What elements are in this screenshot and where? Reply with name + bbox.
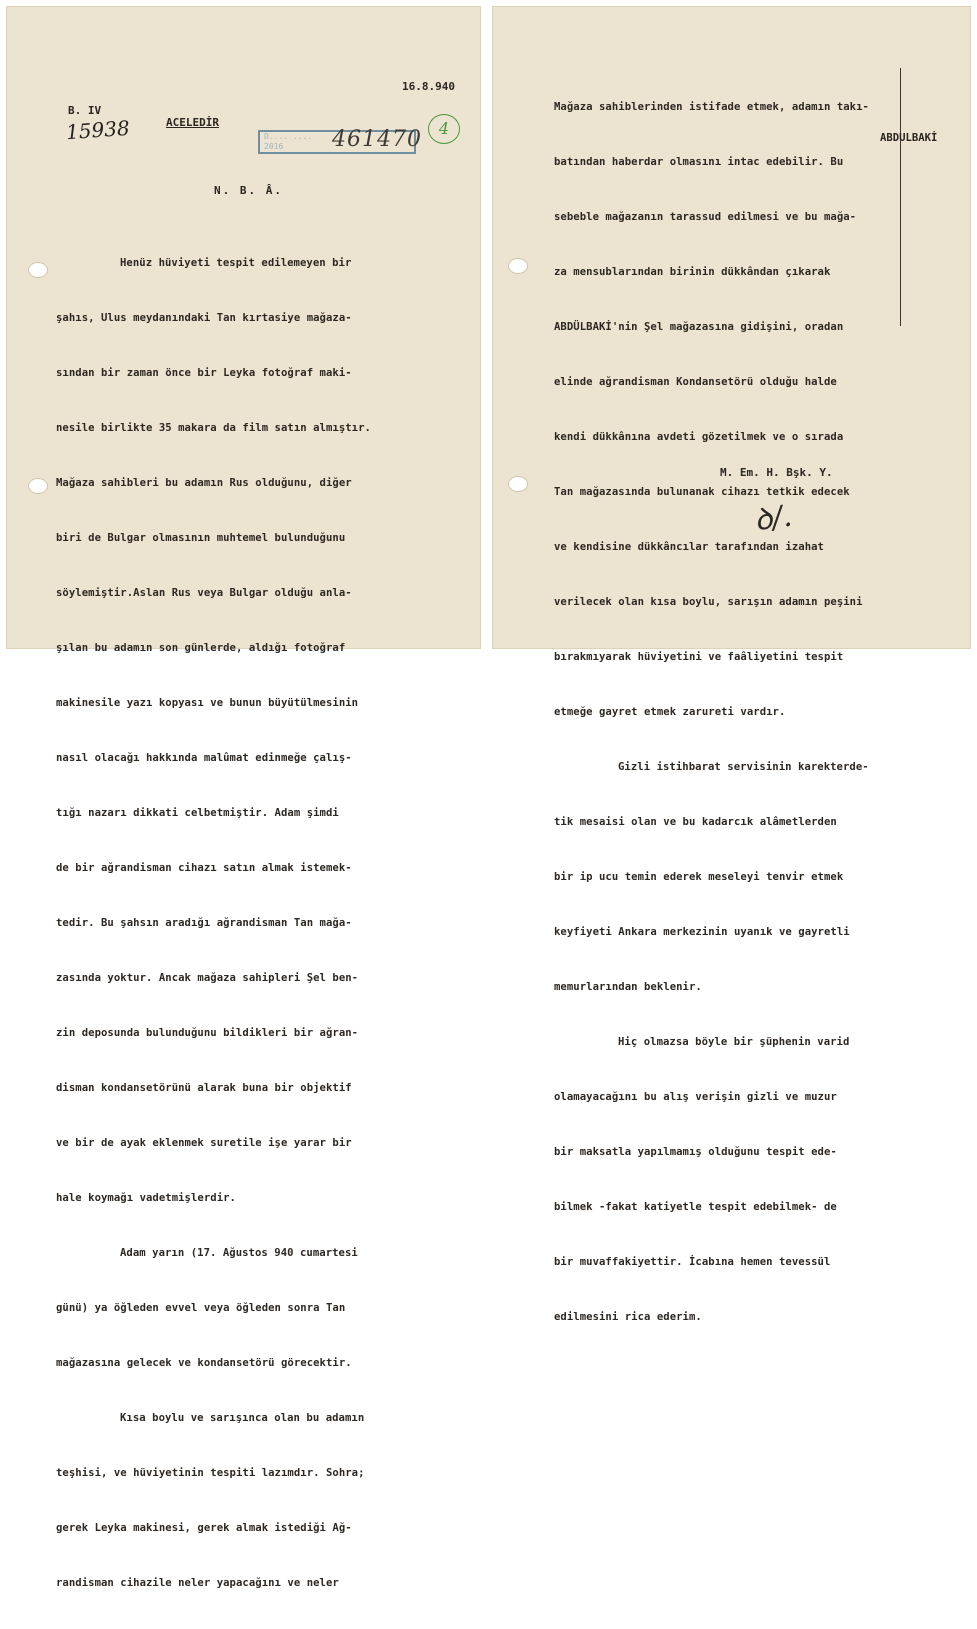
text-line: söylemiştir.Aslan Rus veya Bulgar olduğu anla-	[56, 586, 352, 599]
punch-hole	[28, 478, 48, 494]
text-line: kendi dükkânına avdeti gözetilmek ve o sırada	[554, 430, 844, 443]
text-line: şahıs, Ulus meydanındaki Tan kırtasiye mağaza-	[56, 311, 352, 324]
handwritten-number: 15938	[65, 115, 131, 145]
text-line: de bir ağrandisman cihazı satın almak istemek-	[56, 862, 352, 875]
text-line: bir muvaffakiyettir. İcabına hemen tevessül	[554, 1256, 831, 1269]
text-line: sından bir zaman önce bir Leyka fotoğraf maki-	[56, 366, 352, 379]
text-line: disman kondansetörünü alarak buna bir objektif	[56, 1082, 352, 1095]
text-line: olamayacağını bu alış verişin gizli ve muzur	[554, 1091, 837, 1104]
text-line: ABDÜLBAKİ'nin Şel mağazasına gidişini, oradan	[554, 320, 844, 333]
text-line: ve bir de ayak eklenmek suretile işe yarar bir	[56, 1137, 352, 1150]
margin-note: ABDULBAKİ	[880, 132, 938, 144]
text-line: mağazasına gelecek ve kondansetörü görecektir.	[56, 1357, 352, 1370]
text-line: Kısa boylu ve sarışınca olan bu adamın	[120, 1412, 365, 1425]
text-line: tedir. Bu şahsın aradığı ağrandisman Tan mağa-	[56, 917, 352, 930]
text-line: gerek Leyka makinesi, gerek almak istediği Ağ-	[56, 1522, 352, 1535]
text-line: Gizli istihbarat servisinin karekterde-	[618, 761, 869, 774]
text-line: edilmesini rica ederim.	[554, 1311, 702, 1324]
margin-rule	[900, 68, 901, 326]
right-document-page	[492, 6, 971, 1324]
text-line: randisman cihazile neler yapacağını ve neler	[56, 1577, 339, 1590]
document-heading: N. B. Â.	[214, 184, 283, 197]
text-line: tik mesaisi olan ve bu kadarcık alâmetlerden	[554, 816, 837, 829]
text-line: şılan bu adamın son günlerde, aldığı fotoğraf	[56, 641, 346, 654]
text-line: hale koymağı vadetmişlerdir.	[56, 1192, 236, 1205]
text-line: tığı nazarı dikkati celbetmiştir. Adam şimdi	[56, 807, 339, 819]
text-line: Adam yarın (17. Ağustos 940 cumartesi	[120, 1247, 358, 1260]
text-line: Tan mağazasında bulunanak cihazı tetkik edecek	[554, 485, 850, 498]
branch-code: B. IV	[68, 104, 102, 117]
signature-title: M. Em. H. Bşk. Y.	[720, 466, 833, 479]
text-line: zasında yoktur. Ancak mağaza sahipleri Şel ben-	[56, 972, 359, 985]
stamp-line: 2016	[264, 142, 284, 151]
text-line: bilmek -fakat katiyetle tespit edebilmek- de	[554, 1201, 837, 1214]
punch-hole	[28, 262, 48, 278]
text-line: zin deposunda bulunduğunu bildikleri bir ağran-	[56, 1027, 359, 1040]
text-line: Hiç olmazsa böyle bir şüphenin varid	[618, 1036, 850, 1049]
text-line: Mağaza sahiblerinden istifade etmek, adamın takı-	[554, 100, 869, 113]
punch-hole	[508, 258, 528, 274]
text-line: günü) ya öğleden evvel veya öğleden sonra Tan	[56, 1302, 346, 1315]
text-line: elinde ağrandisman Kondansetörü olduğu halde	[554, 375, 837, 388]
left-document-page	[6, 6, 481, 1590]
text-line: Henüz hüviyeti tespit edilemeyen bir	[120, 256, 352, 269]
text-line: sebeble mağazanın tarassud edilmesi ve bu mağa-	[554, 210, 857, 223]
text-line: batından haberdar olmasını intac edebilir. Bu	[554, 155, 844, 168]
text-line: keyfiyeti Ankara merkezinin uyanık ve gayretli	[554, 926, 850, 939]
text-line: etmeğe gayret etmek zarureti vardır.	[554, 706, 786, 719]
text-line: za mensublarından birinin dükkândan çıkarak	[554, 265, 831, 278]
document-date: 16.8.940	[402, 80, 455, 93]
stamp-number: 461470	[332, 127, 422, 152]
text-line: bırakmıyarak hüviyetini ve faâliyetini tespit	[554, 651, 844, 663]
text-line: biri de Bulgar olmasının muhtemel bulunduğunu	[56, 531, 346, 544]
text-line: nesile birlikte 35 makara da film satın almıştır.	[56, 421, 371, 434]
text-line: memurlarından beklenir.	[554, 981, 702, 994]
left-body-text	[56, 217, 371, 1629]
text-line: bir maksatla yapılmamış olduğunu tespit ede-	[554, 1146, 837, 1159]
circled-page-mark: 4	[428, 114, 460, 144]
text-line: Mağaza sahibleri bu adamın Rus olduğunu, diğer	[56, 476, 352, 489]
handwritten-initials: ꝺ/.	[752, 498, 795, 539]
right-body-text	[554, 61, 869, 1363]
stamp-line: D.... ....	[264, 132, 313, 141]
punch-hole	[508, 476, 528, 492]
text-line: makinesile yazı kopyası ve bunun büyütülmesinin	[56, 696, 359, 709]
text-line: nasıl olacağı hakkında malûmat edinmeğe çalış-	[56, 751, 352, 764]
text-line: verilecek olan kısa boylu, sarışın adamın peşini	[554, 595, 863, 608]
text-line: teşhisi, ve hüviyetinin tespiti lazımdır. Sohra;	[56, 1467, 365, 1480]
urgency-label: ACELEDİR	[166, 116, 219, 129]
text-line: bir ip ucu temin ederek meseleyi tenvir etmek	[554, 871, 844, 884]
text-line: ve kendisine dükkâncılar tarafından izahat	[554, 540, 824, 553]
